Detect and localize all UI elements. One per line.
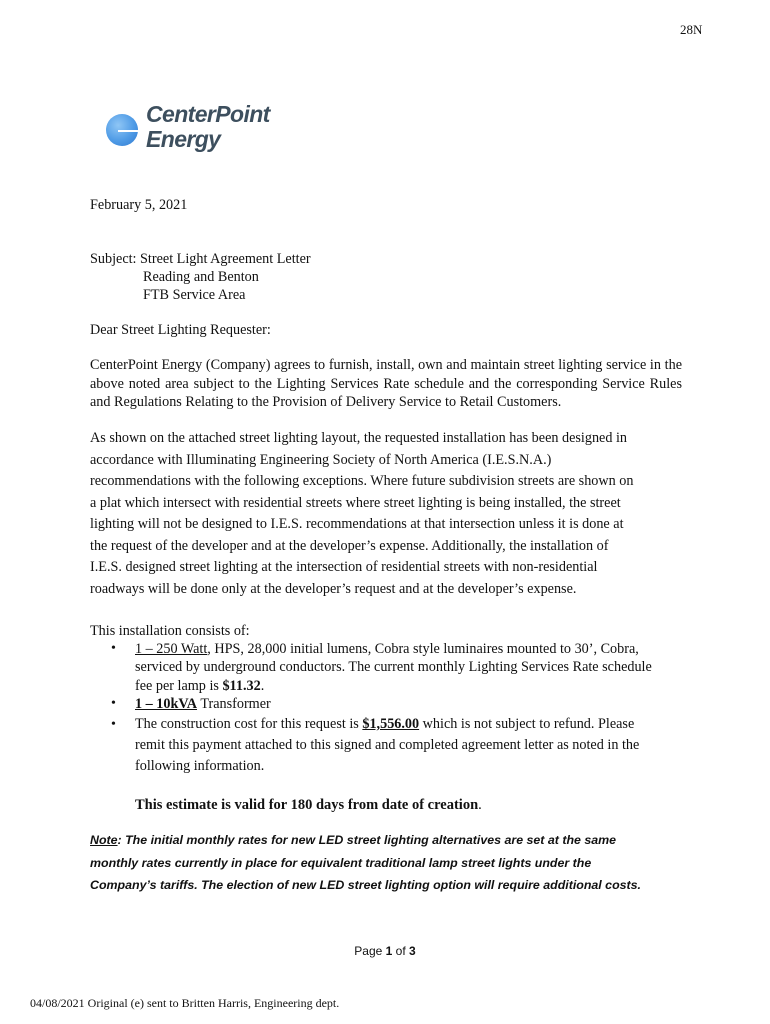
footer-note: 04/08/2021 Original (e) sent to Britten Harris, Engineering dept. <box>30 996 340 1010</box>
logo-line1: CenterPoint <box>146 101 270 127</box>
luminaire-quantity: 1 – 250 Watt <box>135 641 208 657</box>
paragraph-exceptions <box>90 428 682 600</box>
list-item-construction-cost: • The construction cost for this request is $1,556.00 which is not subject to refund. Please remit this payment attached to this signed and completed agreement letter as noted in the following information. <box>90 714 686 777</box>
estimate-validity: This estimate is valid for 180 days from date of creation. <box>135 797 482 813</box>
subject-line-text: Street Light Agreement Letter <box>140 251 311 267</box>
paragraph-line: the request of the developer and at the developer’s expense. Additionally, the installation of <box>90 537 609 554</box>
company-logo <box>106 102 276 164</box>
logo-line2: Energy <box>146 126 221 152</box>
construction-cost: $1,556.00 <box>362 715 420 732</box>
logo-line-icon <box>118 130 144 132</box>
note-label: Note <box>90 833 118 847</box>
installation-list <box>90 640 686 777</box>
page-number: Page 1 of 3 <box>354 944 416 958</box>
salutation: Dear Street Lighting Requester: <box>90 322 271 338</box>
list-item-luminaires: • 1 – 250 Watt, HPS, 28,000 initial lumens, Cobra style luminaires mounted to 30’, Cobra, serviced by underground conductors. The current monthly Lighting Services Rate schedule fee per lamp is $11.32. <box>90 640 686 695</box>
lamp-fee: $11.32 <box>222 677 261 694</box>
page-code: 28N <box>680 22 703 37</box>
letter-date: February 5, 2021 <box>90 197 188 213</box>
paragraph-line: As shown on the attached street lighting layout, the requested installation has been designed in <box>90 430 628 446</box>
subject-block <box>90 250 311 304</box>
transformer-quantity: 1 – 10kVA <box>135 696 198 713</box>
paragraph-line: lighting will not be designed to I.E.S. recommendations at that intersection unless it is done at <box>90 516 624 532</box>
subject-line-2: Reading and Benton <box>143 269 259 285</box>
subject-label: Subject: <box>90 251 137 267</box>
paragraph-line: accordance with Illuminating Engineering Society of North America (I.E.S.N.A.) <box>90 451 552 468</box>
subject-line-1 <box>90 250 311 268</box>
paragraph-agreement: CenterPoint Energy (Company) agrees to furnish, install, own and maintain street lighting service in the above noted area subject to the Lighting Services Rate schedule and the corresponding Service Rules and Regulations Relating to the Provision of Delivery Service to Retail Customers. <box>90 357 682 410</box>
list-item-transformer: • 1 – 10kVA Transformer <box>90 695 686 713</box>
paragraph-line: I.E.S. designed street lighting at the intersection of residential streets with non-residential <box>90 559 598 575</box>
logo-wordmark <box>146 102 270 152</box>
subject-line-3: FTB Service Area <box>143 287 246 303</box>
paragraph-line: a plat which intersect with residential streets where street lighting is being installed, the street <box>90 494 621 511</box>
led-note: Note: The initial monthly rates for new LED street lighting alternatives are set at the same monthly rates currently in place for equivalent traditional lamp street lights under the Company’s tariffs. The election of new LED street lighting option will require additional costs. <box>90 833 641 892</box>
installation-intro: This installation consists of: <box>90 623 250 639</box>
paragraph-line: recommendations with the following exceptions. Where future subdivision streets are shown on <box>90 473 634 489</box>
paragraph-line: roadways will be done only at the developer’s request and at the developer’s expense. <box>90 580 577 597</box>
